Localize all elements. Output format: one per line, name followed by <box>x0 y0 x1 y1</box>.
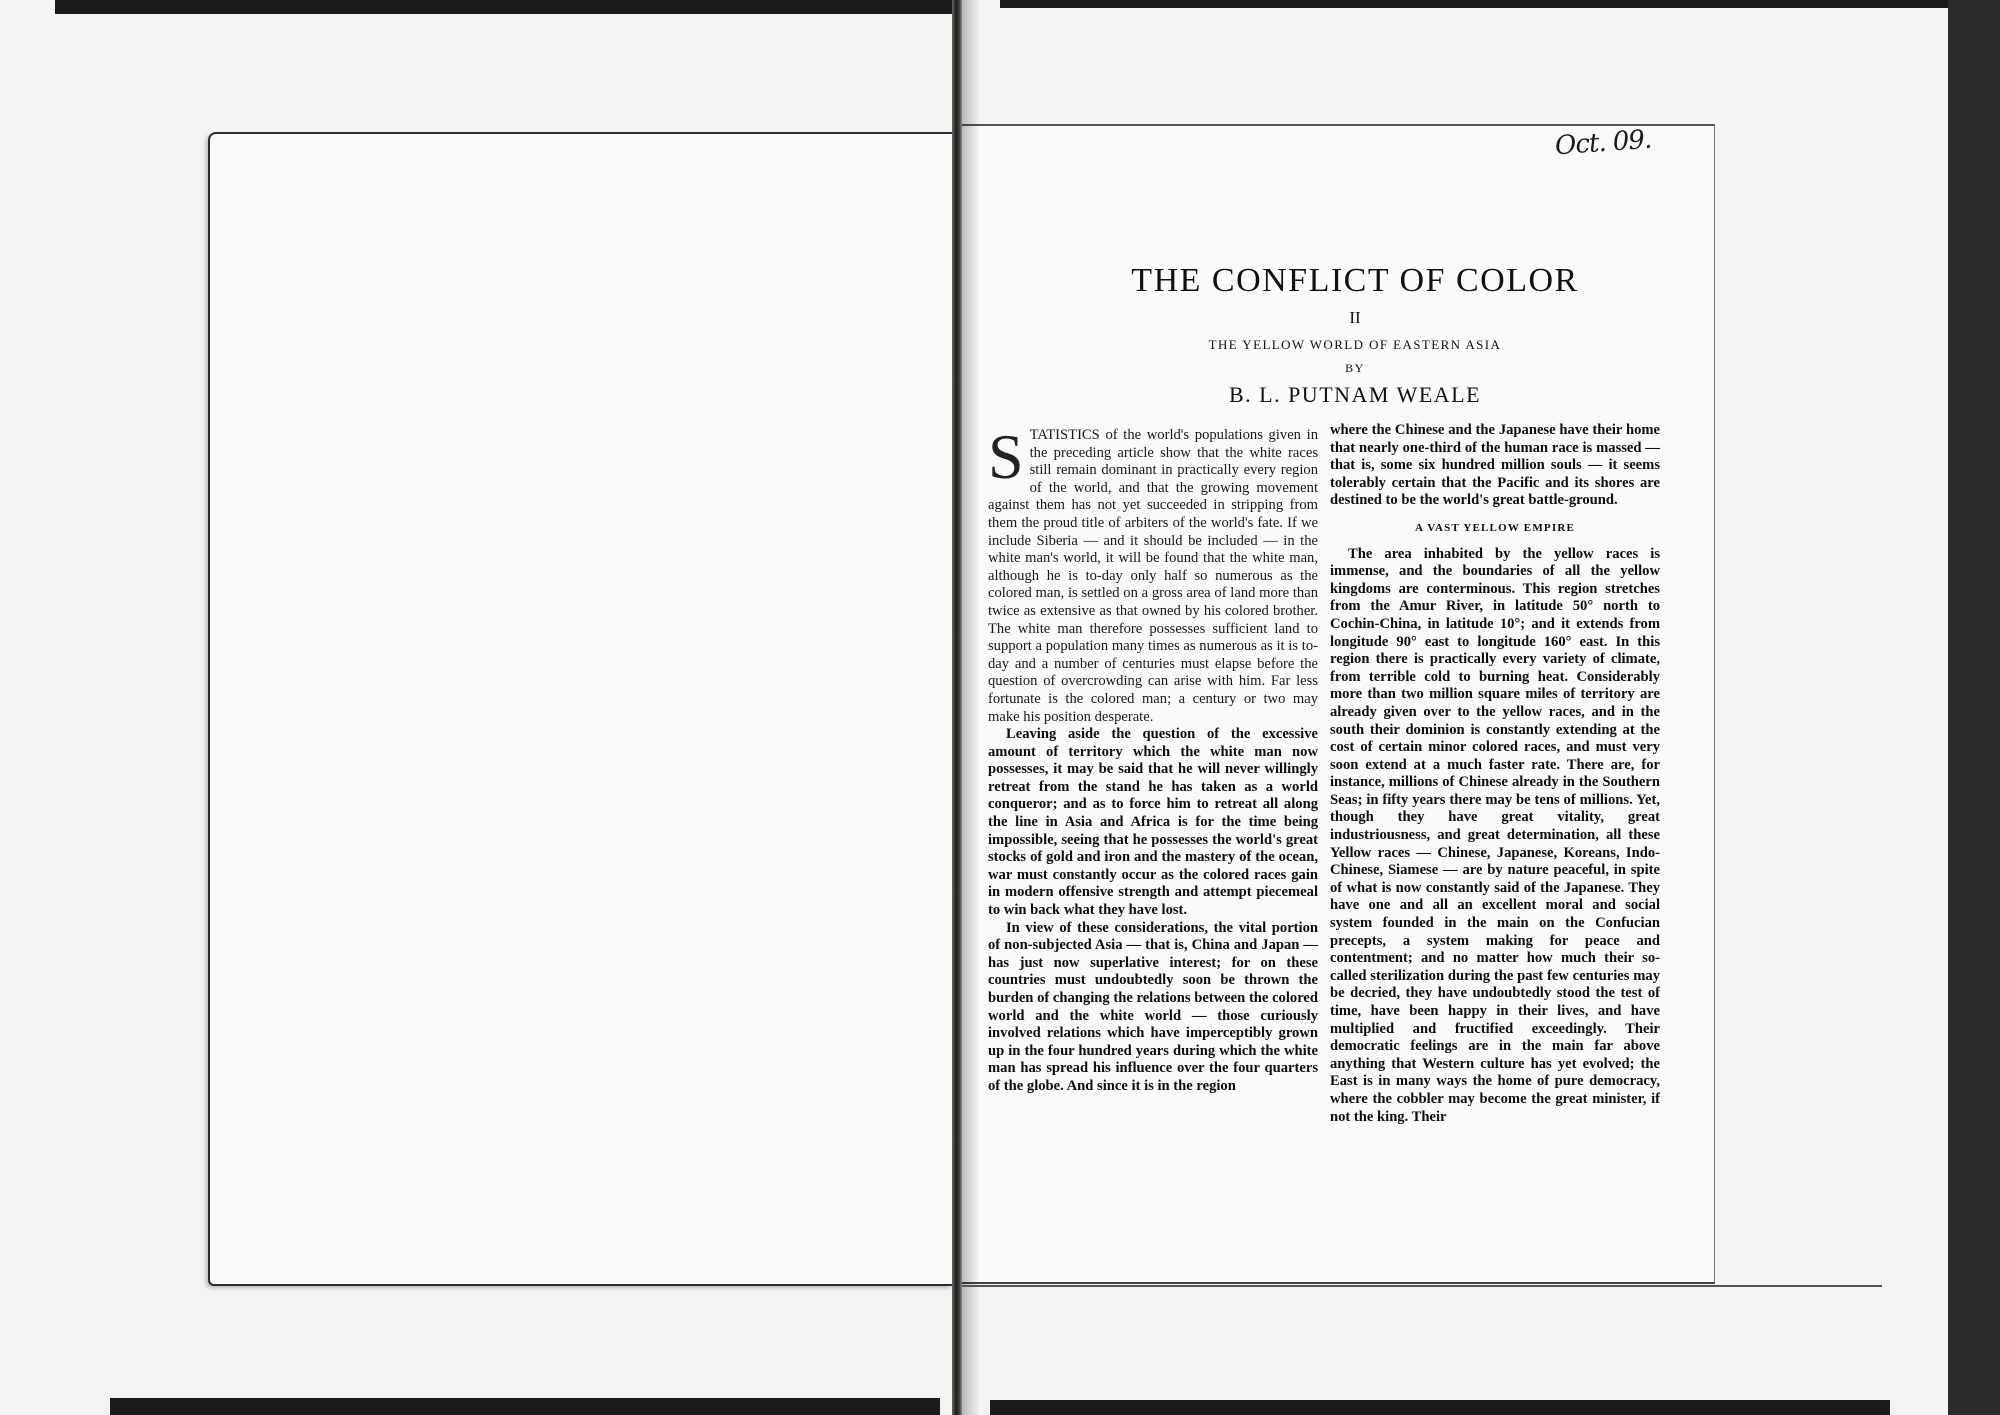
blank-left-page <box>208 132 952 1286</box>
article-subtitle: THE YELLOW WORLD OF EASTERN ASIA <box>1208 337 1502 352</box>
byline-label: BY <box>1345 361 1365 375</box>
paragraph-1 <box>988 421 1318 726</box>
page-bottom-edge <box>962 1285 1882 1287</box>
text-column-left <box>988 421 1318 1096</box>
paragraph-5: The area inhabited by the yellow races is immense, and the boundaries of all the yellow kingdoms are conterminous. This region stretches from the Amur River, in latitude 50° north to Cochin-China, in latitude 10°; and it extends from longitude 90° east to longitude 160° east. In this region there is practically every variety of climate, from terrible cold to burning heat. Considerably more than two million square miles of territory are already given over to the yellow races, and in the south their dominion is constantly extending at the cost of certain minor colored races, and must very soon extend at a much faster rate. There are, for instance, millions of Chinese already in the Southern Seas; in fifty years there may be tens of millions. Yet, though they have great vitality, great industriousness, and great determination, all these Yellow races — Chinese, Japanese, Koreans, Indo-Chinese, Siamese — are by nature peaceful, in spite of what is now constantly said of the Japanese. They have one and all an excellent moral and social system founded in the main on the Confucian precepts, a system making for peace and contentment; and no matter how much their so-called sterilization during the past few centuries may be decried, they have undoubtedly stood the test of time, have been happy in their lives, and have multiplied and fructified exceedingly. Their democratic feelings are in the main far above anything that Western culture has yet evolved; the East is in many ways the home of pure democracy, where the cobbler may become the great minister, if not the king. Their <box>1330 545 1660 1125</box>
handwritten-date-note: Oct. 09. <box>1554 124 1653 162</box>
part-numeral: II <box>1349 308 1361 327</box>
author-name: B. L. PUTNAM WEALE <box>1228 382 1482 407</box>
spine-shadow <box>962 0 980 1415</box>
paragraph-1-text: TATISTICS of the world's populations given in the preceding article show that the white races still remain dominant in practically every region of the world, and that the growing movement against them has not yet succeeded in stripping from them the proud title of arbiters of the world's fate. If we include Siberia — and it should be included — in the white man's world, it will be found that the white man, although he is to-day only half so numerous as the colored man, is settled on a gross area of land more than twice as extensive as that owned by his colored brother. The white man therefore possesses sufficient land to support a population many times as numerous as it is to-day and a number of centuries must elapse before the question of overcrowding can arise with him. Far less fortunate is the colored man; a century or two may make his position desperate. <box>988 427 1318 725</box>
paragraph-3: In view of these considerations, the vital portion of non-subjected Asia — that is, China and Japan — has just now superlative interest; for on these countries must undoubtedly soon be thrown the burden of changing the relations between the colored world and the white world — those curiously involved relations which have imperceptibly grown up in the four hundred years during which the white man has spread his influence over the four quarters of the globe. And since it is in the region <box>988 919 1318 1094</box>
article-title: THE CONFLICT OF COLOR <box>1131 262 1579 299</box>
text-column-right <box>1330 422 1660 1126</box>
scanner-edge-top-left <box>55 0 955 14</box>
book-spine <box>952 0 962 1415</box>
scanner-edge-bottom-left <box>110 1398 940 1415</box>
paragraph-2: Leaving aside the question of the excessive amount of territory which the white man now possesses, it may be said that he will never willingly retreat from the stand he has taken as a world conqueror; and as to force him to retreat all along the line in Asia and Africa is for the time being impossible, seeing that he possesses the world's great stocks of gold and iron and the mastery of the ocean, war must constantly occur as the colored races gain in modern offensive strength and attempt piecemeal to win back what they have lost. <box>988 726 1318 919</box>
scanner-edge-top-right <box>1000 0 1955 8</box>
section-heading: A VAST YELLOW EMPIRE <box>1414 521 1576 534</box>
drop-cap: S <box>988 421 1024 492</box>
scanner-edge-right <box>1948 0 2000 1415</box>
paragraph-4: where the Chinese and the Japanese have their home that nearly one-third of the human race is massed — that is, some six hundred million souls — it seems tolerably certain that the Pacific and its shores are destined to be the world's great battle-ground. <box>1330 422 1660 509</box>
scanner-edge-bottom-right <box>990 1400 1890 1415</box>
